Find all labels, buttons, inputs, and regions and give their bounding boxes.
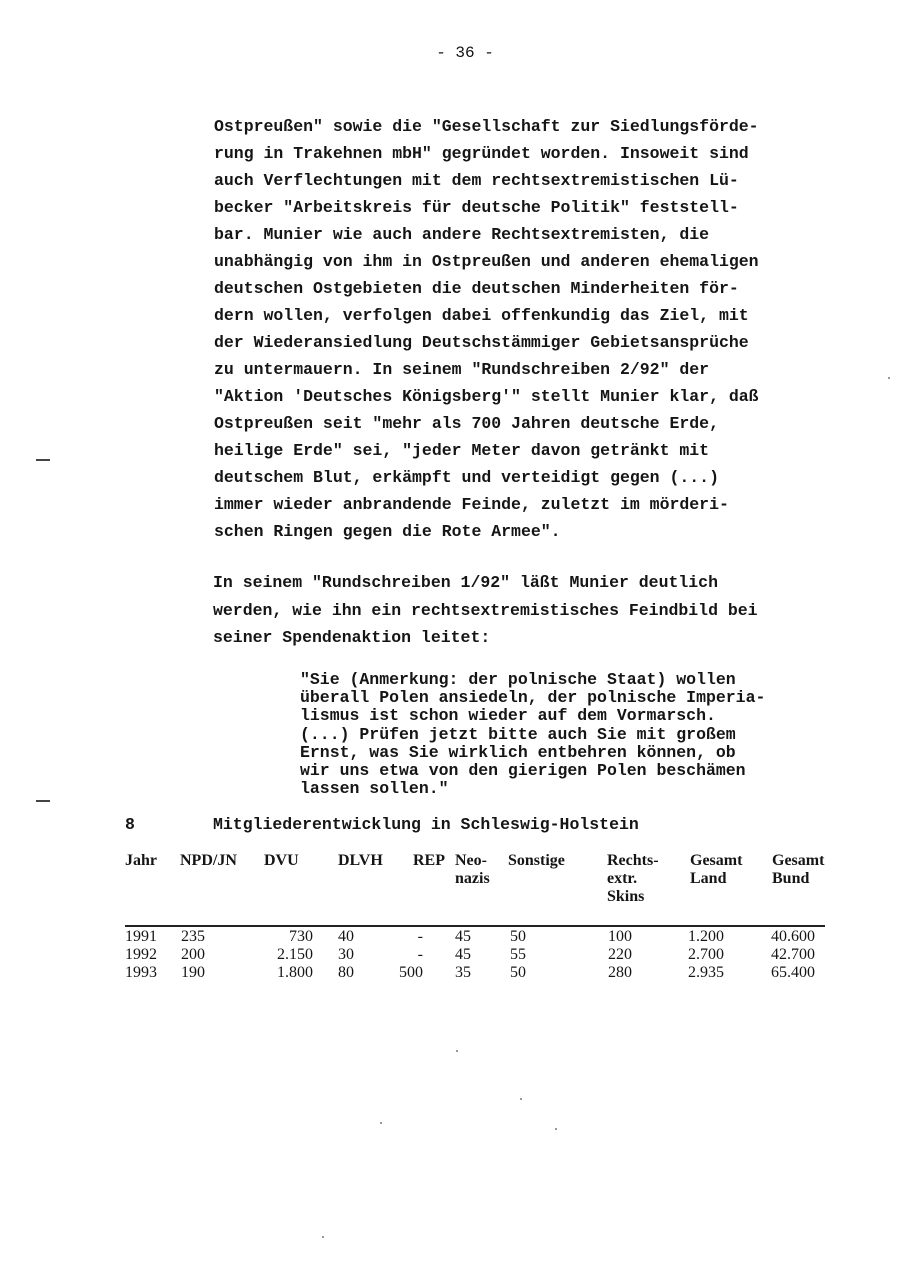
- block-quote: [300, 671, 840, 798]
- scan-speck: [456, 1050, 458, 1052]
- scan-speck: [888, 377, 890, 379]
- header-line: Skins: [607, 888, 645, 905]
- header-line: Rechts-: [607, 852, 659, 869]
- table-cell: 40.600: [771, 928, 815, 945]
- header-line: DVU: [264, 852, 299, 869]
- table-cell: 40: [338, 928, 354, 945]
- header-neonazis: [455, 852, 505, 888]
- table-cell: 50: [510, 964, 526, 981]
- table-header-rule: [125, 925, 825, 927]
- text-line: Ostpreußen" sowie die "Gesellschaft zur Siedlungsförde-: [214, 117, 759, 136]
- body-paragraph-2: [213, 569, 833, 652]
- quote-line: lassen sollen.": [300, 779, 449, 799]
- table-cell: 500: [399, 964, 423, 981]
- scan-speck: [520, 1098, 522, 1100]
- header-line: Gesamt: [690, 852, 743, 869]
- text-line: In seinem "Rundschreiben 1/92" läßt Munier deutlich: [213, 573, 718, 592]
- text-line: schen Ringen gegen die Rote Armee".: [214, 522, 561, 541]
- header-sonstige: [508, 852, 598, 870]
- section-number: 8: [125, 815, 135, 834]
- header-line: Jahr: [125, 852, 157, 869]
- quote-line: "Sie (Anmerkung: der polnische Staat) wollen: [300, 670, 736, 689]
- text-line: dern wollen, verfolgen dabei offenkundig das Ziel, mit: [214, 306, 749, 325]
- text-line: unabhängig von ihm in Ostpreußen und anderen ehemaligen: [214, 252, 759, 271]
- text-line: der Wiederansiedlung Deutschstämmiger Gebietsansprüche: [214, 333, 749, 352]
- text-line: werden, wie ihn ein rechtsextremistisches Feindbild bei: [213, 600, 758, 620]
- header-line: NPD/JN: [180, 852, 237, 869]
- table-cell: 35: [455, 964, 471, 981]
- table-cell: 1.200: [688, 928, 724, 945]
- header-npd-jn: [180, 852, 260, 870]
- table-cell: 45: [455, 928, 471, 945]
- text-line: deutschem Blut, erkämpft und verteidigt gegen (...): [214, 468, 719, 487]
- page-number: - 36 -: [436, 44, 494, 62]
- header-gesamt-bund: [772, 852, 842, 888]
- header-line: nazis: [455, 870, 490, 887]
- header-jahr: [125, 852, 175, 870]
- header-line: REP: [413, 852, 445, 869]
- table-row: [125, 964, 835, 982]
- membership-table: [125, 852, 835, 992]
- text-line: "Aktion 'Deutsches Königsberg'" stellt Munier klar, daß: [214, 387, 759, 406]
- text-line: auch Verflechtungen mit dem rechtsextremistischen Lü-: [214, 171, 739, 190]
- table-cell: 235: [181, 928, 205, 945]
- table-cell: 2.150: [277, 946, 313, 963]
- header-line: Gesamt: [772, 852, 825, 869]
- table-cell: 2.935: [688, 964, 724, 981]
- table-cell: 1992: [125, 946, 157, 963]
- header-line: extr.: [607, 870, 638, 887]
- scan-mark: [36, 800, 50, 802]
- table-cell: -: [417, 946, 423, 963]
- table-cell: 730: [289, 928, 313, 945]
- header-gesamt-land: [690, 852, 770, 888]
- body-paragraph-1: [214, 113, 834, 545]
- table-cell: 1993: [125, 964, 157, 981]
- header-dvu: [264, 852, 324, 870]
- scan-speck: [380, 1122, 382, 1124]
- quote-line: wir uns etwa von den gierigen Polen beschämen: [300, 760, 746, 780]
- table-cell: 200: [181, 946, 205, 963]
- table-cell: 1.800: [277, 964, 313, 981]
- table-cell: 45: [455, 946, 471, 963]
- quote-line: Ernst, was Sie wirklich entbehren können, ob: [300, 742, 736, 762]
- table-cell: 80: [338, 964, 354, 981]
- text-line: deutschen Ostgebieten die deutschen Minderheiten för-: [214, 279, 739, 298]
- table-cell: 65.400: [771, 964, 815, 981]
- section-title: Mitgliederentwicklung in Schleswig-Holstein: [213, 815, 639, 834]
- table-cell: 220: [608, 946, 632, 963]
- header-line: Neo-: [455, 852, 487, 869]
- header-line: Sonstige: [508, 852, 565, 869]
- text-line: seiner Spendenaktion leitet:: [213, 628, 491, 647]
- quote-line: lismus ist schon wieder auf dem Vormarsch.: [300, 706, 716, 726]
- header-line: DLVH: [338, 852, 383, 869]
- scan-speck: [555, 1128, 557, 1130]
- text-line: heilige Erde" sei, "jeder Meter davon getränkt mit: [214, 441, 710, 460]
- table-cell: 190: [181, 964, 205, 981]
- table-row: [125, 928, 835, 946]
- text-line: bar. Munier wie auch andere Rechtsextremisten, die: [214, 225, 710, 244]
- table-row: [125, 946, 835, 964]
- text-line: rung in Trakehnen mbH" gegründet worden. Insoweit sind: [214, 144, 749, 163]
- table-cell: 30: [338, 946, 354, 963]
- scan-mark: [36, 459, 50, 461]
- text-line: Ostpreußen seit "mehr als 700 Jahren deutsche Erde,: [214, 414, 719, 433]
- header-rep: [409, 852, 445, 870]
- text-line: becker "Arbeitskreis für deutsche Politik" feststell-: [214, 198, 739, 217]
- table-cell: 50: [510, 928, 526, 945]
- text-line: zu untermauern. In seinem "Rundschreiben 2/92" der: [214, 360, 710, 379]
- header-line: Bund: [772, 870, 810, 887]
- quote-line: (...) Prüfen jetzt bitte auch Sie mit großem: [300, 724, 736, 744]
- table-cell: 100: [608, 928, 632, 945]
- table-cell: -: [417, 928, 423, 945]
- header-skins: [607, 852, 687, 906]
- text-line: immer wieder anbrandende Feinde, zuletzt im mörderi-: [214, 495, 729, 514]
- header-line: Land: [690, 870, 727, 887]
- table-cell: 55: [510, 946, 526, 963]
- table-cell: 42.700: [771, 946, 815, 963]
- scan-speck: [322, 1236, 324, 1238]
- table-cell: 280: [608, 964, 632, 981]
- table-cell: 1991: [125, 928, 157, 945]
- quote-line: überall Polen ansiedeln, der polnische Imperia-: [300, 688, 766, 708]
- header-dlvh: [338, 852, 398, 870]
- table-cell: 2.700: [688, 946, 724, 963]
